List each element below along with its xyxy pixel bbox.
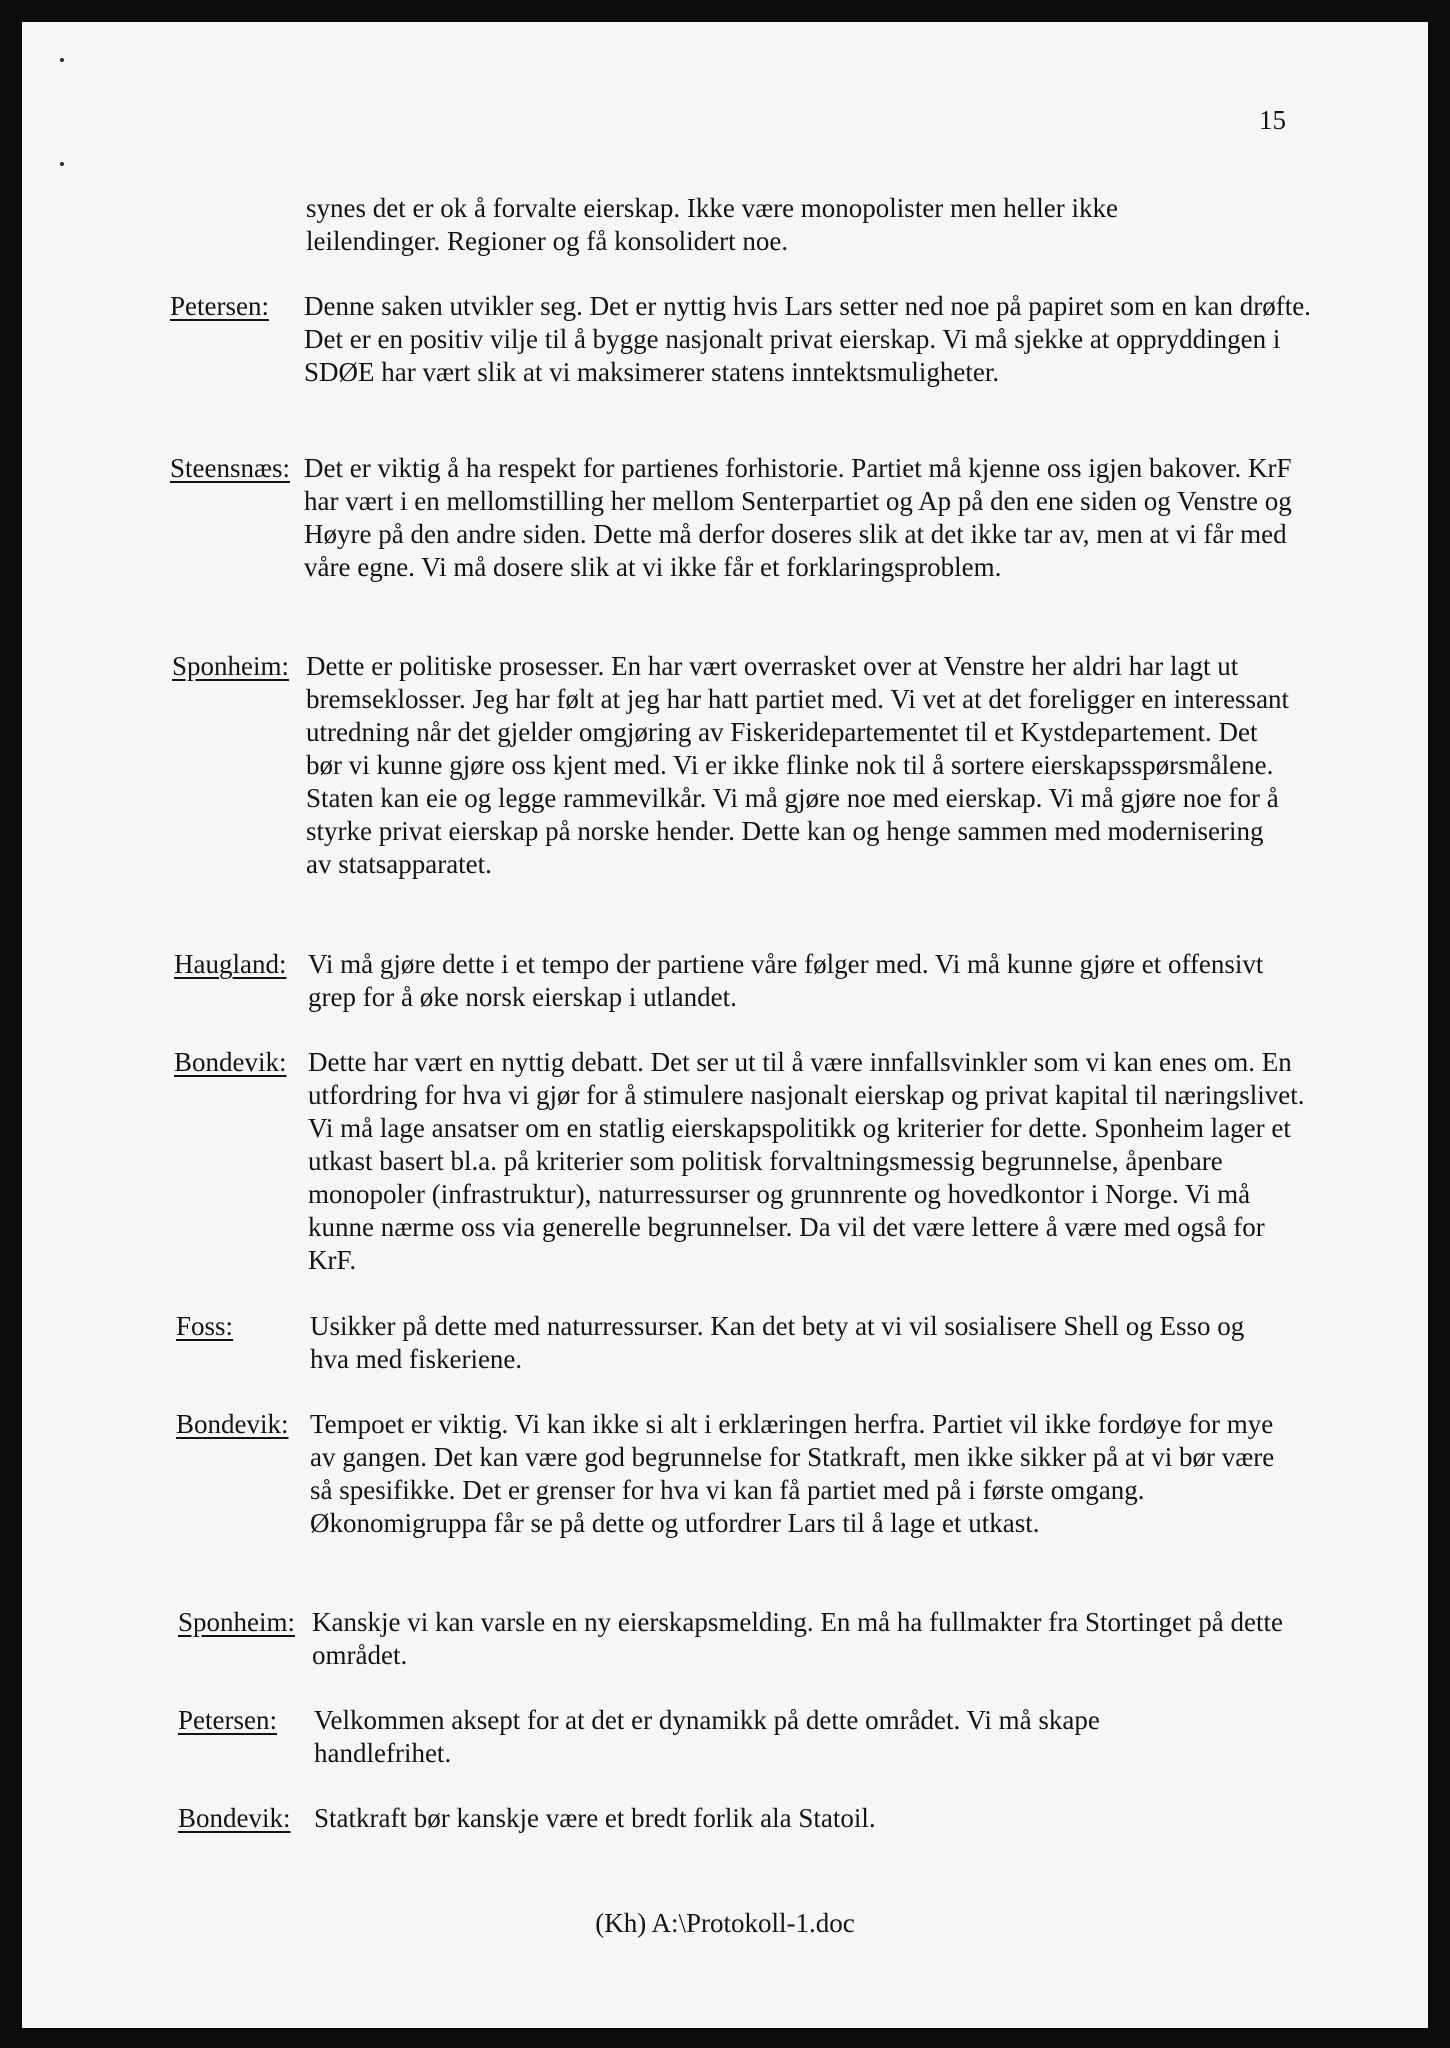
scan-speck	[60, 162, 64, 166]
entry-text: Dette er politiske prosesser. En har vært overrasket over at Venstre her aldri har lagt ut bremseklosser. Jeg har følt at jeg har hatt partiet med. Vi vet at det foreligger en interessant utredning når det gjelder omgjøring av Fiskeridepartementet til et Kystdepartement. Det bør vi kunne gjøre oss kjent med. Vi er ikke flinke nok til å sortere eierskapsspørsmålene. Staten kan eie og legge rammevilkår. Vi må gjøre noe med eierskap. Vi må gjøre noe for å styrke privat eierskap på norske hender. Dette kan og henge sammen med modernisering av statsapparatet.	[306, 651, 1290, 879]
document-footer: (Kh) A:\Protokoll-1.doc	[595, 1908, 855, 1938]
entry-text: Det er viktig å ha respekt for partienes forhistorie. Partiet må kjenne oss igjen bakover. KrF har vært i en mellomstilling her mellom Senterpartiet og Ap på den ene siden og Venstre og Høyre på den andre siden. Dette må derfor doseres slik at det ikke tar av, men at vi får med våre egne. Vi må dosere slik at vi ikke får et forklaringsproblem.	[304, 453, 1292, 582]
document-page	[22, 22, 1428, 2028]
speaker-label: Haugland:	[174, 949, 287, 979]
speaker-label: Bondevik:	[178, 1803, 291, 1833]
intro-paragraph: synes det er ok å forvalte eierskap. Ikke være monopolister men heller ikke leilendinger. Regioner og få konsolidert noe.	[306, 193, 1118, 256]
scan-speck	[60, 58, 64, 62]
speaker-label: Petersen:	[178, 1705, 277, 1735]
entry-text: Kanskje vi kan varsle en ny eierskapsmelding. En må ha fullmakter fra Stortinget på dette området.	[312, 1607, 1283, 1670]
speaker-label: Bondevik:	[176, 1409, 289, 1439]
speaker-label: Petersen:	[170, 291, 269, 321]
entry-text: Velkommen aksept for at det er dynamikk på dette området. Vi må skape handlefrihet.	[314, 1705, 1100, 1768]
speaker-label: Sponheim:	[178, 1607, 296, 1637]
speaker-label: Sponheim:	[172, 651, 290, 681]
entry-text: Tempoet er viktig. Vi kan ikke si alt i erklæringen herfra. Partiet vil ikke fordøye for mye av gangen. Det kan være god begrunnelse for Statkraft, men ikke sikker på at vi bør være så spesifikke. Det er grenser for hva vi kan få partiet med på i første omgang. Økonomigruppa får se på dette og utfordrer Lars til å lage et utkast.	[310, 1409, 1275, 1538]
entry-text: Vi må gjøre dette i et tempo der partiene våre følger med. Vi må kunne gjøre et offensivt grep for å øke norsk eierskap i utlandet.	[308, 949, 1264, 1012]
entry-text: Denne saken utvikler seg. Det er nyttig hvis Lars setter ned noe på papiret som en kan drøfte. Det er en positiv vilje til å bygge nasjonalt privat eierskap. Vi må sjekke at oppryddingen i SDØE har vært slik at vi maksimerer statens inntektsmuligheter.	[304, 291, 1311, 387]
page-number: 15	[1259, 105, 1286, 135]
entry-text: Usikker på dette med naturressurser. Kan det bety at vi vil sosialisere Shell og Esso og hva med fiskeriene.	[310, 1311, 1245, 1374]
speaker-label: Foss:	[176, 1311, 234, 1341]
entry-text: Statkraft bør kanskje være et bredt forlik ala Statoil.	[314, 1803, 876, 1833]
speaker-label: Bondevik:	[174, 1047, 287, 1077]
entry-text: Dette har vært en nyttig debatt. Det ser ut til å være innfallsvinkler som vi kan enes om. En utfordring for hva vi gjør for å stimulere nasjonalt eierskap og privat kapital til næringslivet. Vi må lage ansatser om en statlig eierskapspolitikk og kriterier for dette. Sponheim lager et utkast basert bl.a. på kriterier som politisk forvaltningsmessig begrunnelse, åpenbare monopoler (infrastruktur), naturressurser og grunnrente og hovedkontor i Norge. Vi må kunne nærme oss via generelle begrunnelser. Da vil det være lettere å være med også for KrF.	[308, 1047, 1305, 1275]
speaker-label: Steensnæs:	[170, 453, 291, 483]
